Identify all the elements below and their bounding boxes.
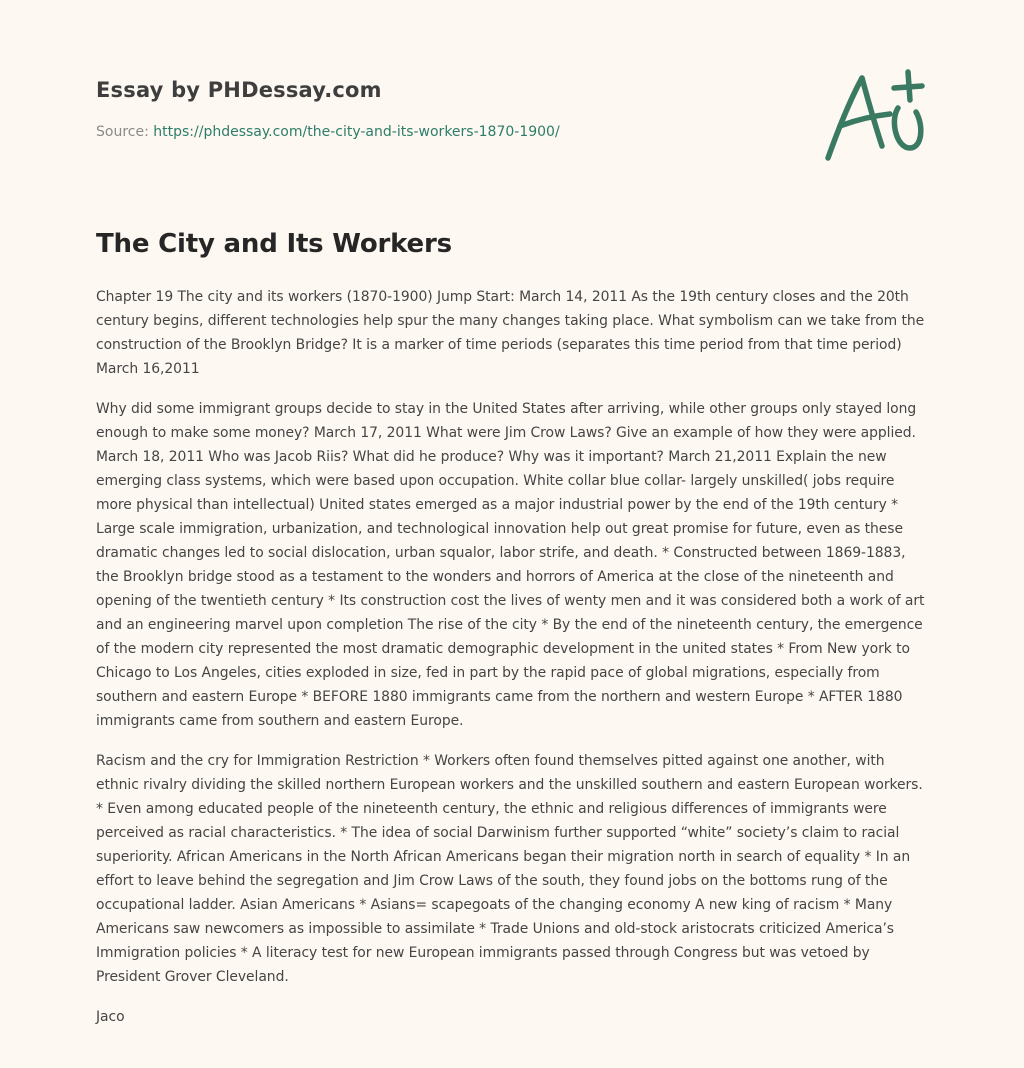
paragraph: Jaco bbox=[96, 1009, 125, 1025]
paragraph: Why did some immigrant groups decide to stay in the United States after arriving, while other groups only stayed long enough to make some money? March 17, 2011 What were Jim Crow Laws? Give an example of how they were applied. March 18, 2011 Who was Jacob Riis? What did he produce? Why was it important? March 21,2011 Explain the new emerging class systems, which were based upon occupation. White collar blue collar- largely unskilled( jobs require more physical than intellectual) United states emerged as a major industrial power by the end of the 19th century * Large scale immigration, urbanization, and technological innovation help out great promise for future, even as these dramatic changes led to social dislocation, urban squalor, labor strife, and death. * Constructed between 1869-1883, the Brooklyn bridge stood as a testament to the wonders and horrors of America at the close of the nineteenth and opening of the twentieth century * Its construction cost the lives of wenty men and it was considered both a work of art and an engineering marvel upon completion The rise of the city * By the end of the nineteenth century, the emergence of the modern city represented the most dramatic demographic development in the united states * From New york to Chicago to Los Angeles, cities exploded in size, fed in part by the rapid pace of global migrations, especially from southern and eastern Europe * BEFORE 1880 immigrants came from the northern and western Europe * AFTER 1880 immigrants came from southern and eastern Europe. bbox=[96, 401, 925, 729]
source-link[interactable]: https://phdessay.com/the-city-and-its-workers-1870-1900/ bbox=[153, 124, 560, 140]
article-body bbox=[96, 285, 928, 1045]
article-title: The City and Its Workers bbox=[96, 229, 452, 259]
paragraph: Racism and the cry for Immigration Restriction * Workers often found themselves pitted against one another, with ethnic rivalry dividing the skilled northern European workers and the unskilled southern and eastern European workers. * Even among educated people of the nineteenth century, the ethnic and religious differences of immigrants were perceived as racial characteristics. * The idea of social Darwinism further supported “white” society’s claim to racial superiority. African Americans in the North African Americans began their migration north in search of equality * In an effort to leave behind the segregation and Jim Crow Laws of the south, they found jobs on the bottoms rung of the occupational ladder. Asian Americans * Asians= scapegoats of the changing economy A new king of racism * Many Americans saw newcomers as impossible to assimilate * Trade Unions and old-stock aristocrats criticized America’s Immigration policies * A literacy test for new European immigrants passed through Congress but was vetoed by President Grover Cleveland. bbox=[96, 753, 923, 985]
page-header bbox=[96, 70, 836, 140]
paragraph: Chapter 19 The city and its workers (1870-1900) Jump Start: March 14, 2011 As the 19th century closes and the 20th century begins, different technologies help spur the many changes taking place. What symbolism can we take from the construction of the Brooklyn Bridge? It is a marker of time periods (separates this time period from that time period) March 16,2011 bbox=[96, 289, 925, 377]
site-brand: Essay by PHDessay.com bbox=[96, 78, 382, 102]
a-plus-logo-icon bbox=[818, 64, 934, 168]
source-line bbox=[96, 122, 560, 142]
source-label: Source: bbox=[96, 124, 149, 140]
